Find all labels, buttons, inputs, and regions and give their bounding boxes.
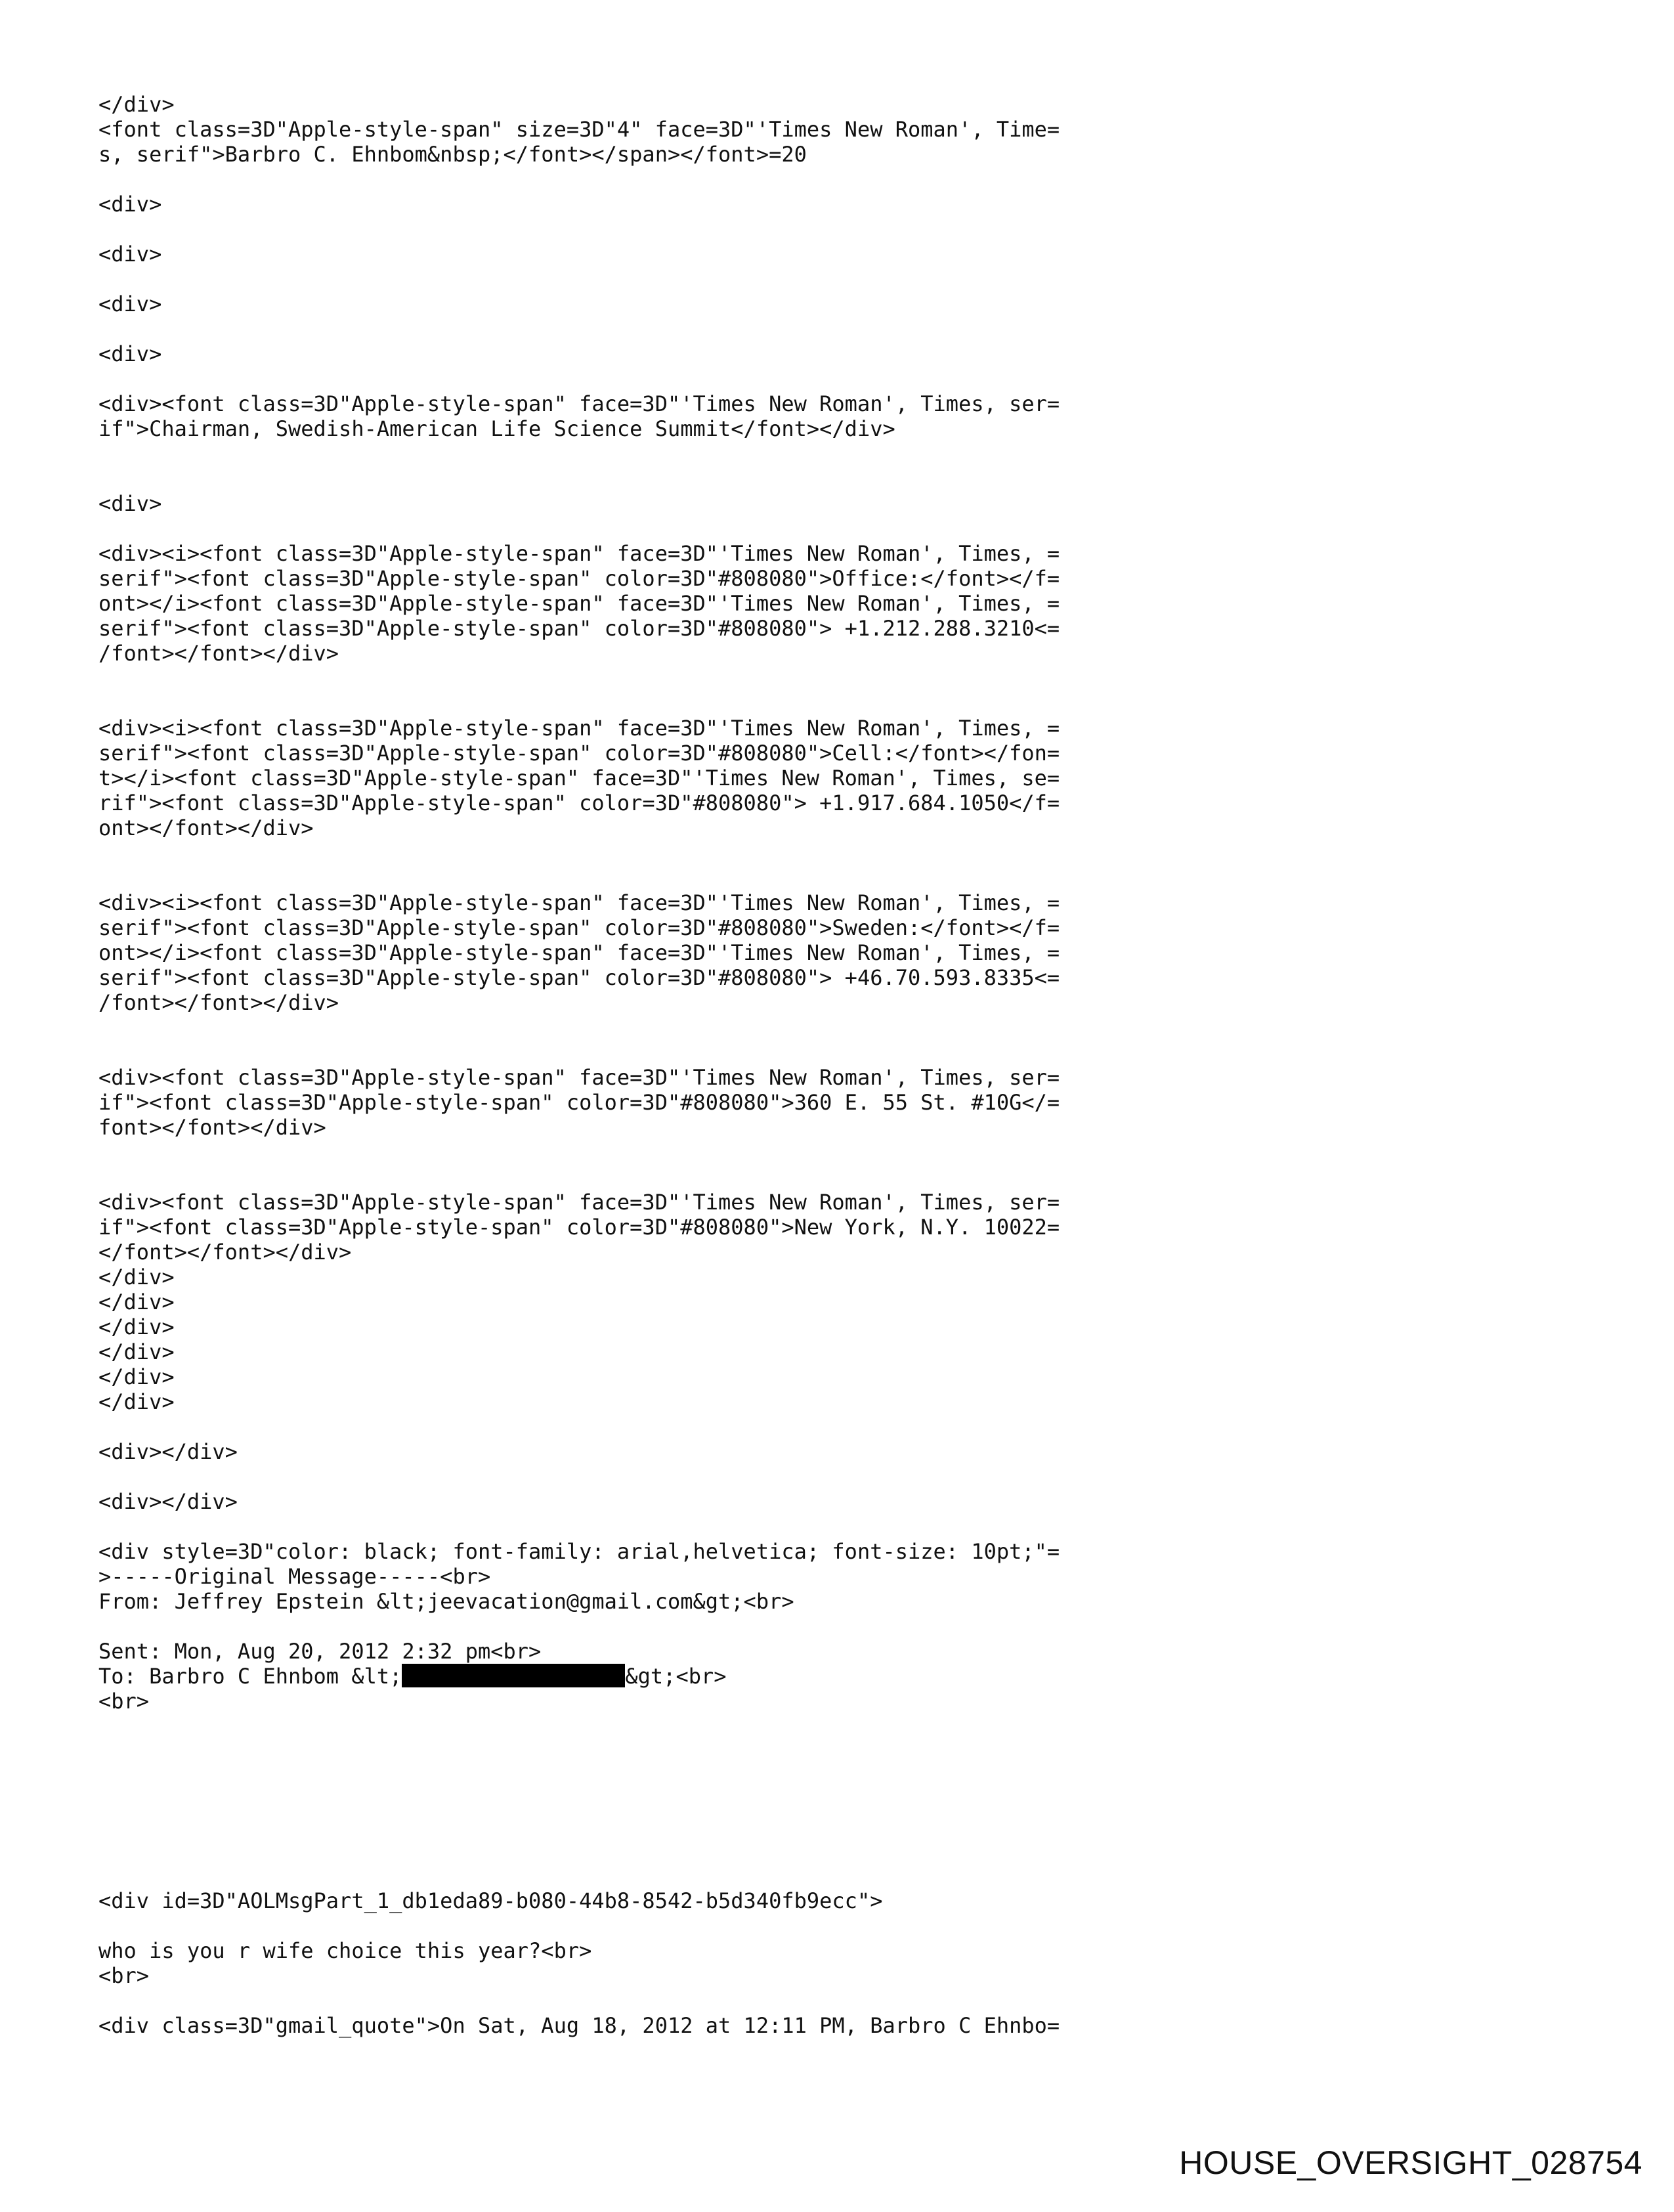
doc-line <box>98 840 1182 865</box>
doc-line: font></font></div> <box>98 1115 326 1140</box>
doc-line <box>98 267 1182 292</box>
doc-line: <font class=3D"Apple-style-span" size=3D"4" face=3D"'Times New Roman', Time= <box>98 117 1060 142</box>
doc-line: </div> <box>98 1290 175 1314</box>
doc-line: <div class=3D"gmail_quote">On Sat, Aug 18, 2012 at 12:11 PM, Barbro C Ehnbo= <box>98 2013 1060 2038</box>
doc-line: Sent: Mon, Aug 20, 2012 2:32 pm<br> <box>98 1639 542 1664</box>
doc-line: >-----Original Message-----<br> <box>98 1564 491 1589</box>
doc-line <box>98 2063 1182 2088</box>
to-line <box>98 1664 1182 1689</box>
doc-line: ont></i><font class=3D"Apple-style-span" face=3D"'Times New Roman', Times, = <box>98 591 1060 616</box>
doc-line: rif"><font class=3D"Apple-style-span" color=3D"#808080"> +1.917.684.1050</f= <box>98 791 1060 815</box>
doc-line <box>98 1140 1182 1165</box>
doc-line: ont></font></div> <box>98 815 314 840</box>
doc-line <box>98 1988 1182 2013</box>
doc-line <box>98 1789 1182 1813</box>
doc-line: if"><font class=3D"Apple-style-span" color=3D"#808080">New York, N.Y. 10022= <box>98 1215 1060 1240</box>
doc-line: <div></div> <box>98 1489 238 1514</box>
doc-line: <div><font class=3D"Apple-style-span" face=3D"'Times New Roman', Times, ser= <box>98 391 1060 416</box>
doc-line: <br> <box>98 1689 150 1714</box>
doc-line <box>98 2088 1182 2113</box>
doc-line: serif"><font class=3D"Apple-style-span" color=3D"#808080"> +1.212.288.3210<= <box>98 616 1060 641</box>
doc-line: <div></div> <box>98 1439 238 1464</box>
document-body <box>98 92 1182 2113</box>
doc-line <box>98 1165 1182 1190</box>
doc-line <box>98 1739 1182 1764</box>
doc-line: ont></i><font class=3D"Apple-style-span" face=3D"'Times New Roman', Times, = <box>98 940 1060 965</box>
doc-line <box>98 217 1182 242</box>
doc-line <box>98 466 1182 491</box>
doc-line: serif"><font class=3D"Apple-style-span" color=3D"#808080">Cell:</font></fon= <box>98 741 1060 766</box>
doc-line: s, serif">Barbro C. Ehnbom&nbsp;</font></span></font>=20 <box>98 142 807 167</box>
doc-line <box>98 1464 1182 1489</box>
doc-line: </div> <box>98 1339 175 1364</box>
doc-line: serif"><font class=3D"Apple-style-span" color=3D"#808080"> +46.70.593.8335<= <box>98 965 1060 990</box>
doc-line <box>98 2038 1182 2063</box>
doc-line: /font></font></div> <box>98 641 339 666</box>
doc-line <box>98 1040 1182 1065</box>
to-line-suffix: &gt;<br> <box>625 1664 727 1689</box>
doc-line <box>98 516 1182 541</box>
doc-line <box>98 1514 1182 1539</box>
doc-line <box>98 366 1182 391</box>
doc-line: <div><font class=3D"Apple-style-span" face=3D"'Times New Roman', Times, ser= <box>98 1065 1060 1090</box>
doc-line: <div> <box>98 192 162 217</box>
doc-line: <div> <box>98 491 162 516</box>
doc-line: serif"><font class=3D"Apple-style-span" color=3D"#808080">Sweden:</font></f= <box>98 915 1060 940</box>
doc-line: <br> <box>98 1963 150 1988</box>
doc-line: <div><i><font class=3D"Apple-style-span" face=3D"'Times New Roman', Times, = <box>98 716 1060 741</box>
doc-line <box>98 441 1182 466</box>
doc-line: who is you r wife choice this year?<br> <box>98 1938 592 1963</box>
doc-line: <div id=3D"AOLMsgPart_1_db1eda89-b080-44b8-8542-b5d340fb9ecc"> <box>98 1888 883 1913</box>
doc-line: </div> <box>98 1314 175 1339</box>
doc-line: </div> <box>98 1389 175 1414</box>
doc-line: if">Chairman, Swedish-American Life Science Summit</font></div> <box>98 416 895 441</box>
redaction-bar <box>402 1664 625 1687</box>
doc-line <box>98 1913 1182 1938</box>
doc-line <box>98 1614 1182 1639</box>
doc-line <box>98 1015 1182 1040</box>
to-line-prefix: To: Barbro C Ehnbom &lt; <box>98 1664 402 1689</box>
doc-line <box>98 865 1182 890</box>
doc-line: if"><font class=3D"Apple-style-span" color=3D"#808080">360 E. 55 St. #10G</= <box>98 1090 1060 1115</box>
doc-line <box>98 167 1182 192</box>
doc-line <box>98 1714 1182 1739</box>
doc-line: <div style=3D"color: black; font-family: arial,helvetica; font-size: 10pt;"= <box>98 1539 1060 1564</box>
doc-line: </div> <box>98 1364 175 1389</box>
doc-line <box>98 1838 1182 1863</box>
doc-line <box>98 1813 1182 1838</box>
doc-line: <div><font class=3D"Apple-style-span" face=3D"'Times New Roman', Times, ser= <box>98 1190 1060 1215</box>
doc-line: </div> <box>98 1265 175 1290</box>
bates-number: HOUSE_OVERSIGHT_028754 <box>1179 2144 1642 2181</box>
doc-line: </div> <box>98 92 175 117</box>
doc-line <box>98 316 1182 341</box>
doc-line: <div><i><font class=3D"Apple-style-span" face=3D"'Times New Roman', Times, = <box>98 541 1060 566</box>
doc-line: <div> <box>98 292 162 316</box>
doc-line: serif"><font class=3D"Apple-style-span" color=3D"#808080">Office:</font></f= <box>98 566 1060 591</box>
doc-line <box>98 691 1182 716</box>
doc-line: <div><i><font class=3D"Apple-style-span" face=3D"'Times New Roman', Times, = <box>98 890 1060 915</box>
doc-line <box>98 1764 1182 1789</box>
doc-line: </font></font></div> <box>98 1240 352 1265</box>
doc-line <box>98 666 1182 691</box>
doc-line: t></i><font class=3D"Apple-style-span" face=3D"'Times New Roman', Times, se= <box>98 766 1060 791</box>
doc-line: <div> <box>98 341 162 366</box>
doc-line: <div> <box>98 242 162 267</box>
doc-line <box>98 1414 1182 1439</box>
doc-line: /font></font></div> <box>98 990 339 1015</box>
doc-line: From: Jeffrey Epstein &lt;jeevacation@gmail.com&gt;<br> <box>98 1589 794 1614</box>
doc-line <box>98 1863 1182 1888</box>
